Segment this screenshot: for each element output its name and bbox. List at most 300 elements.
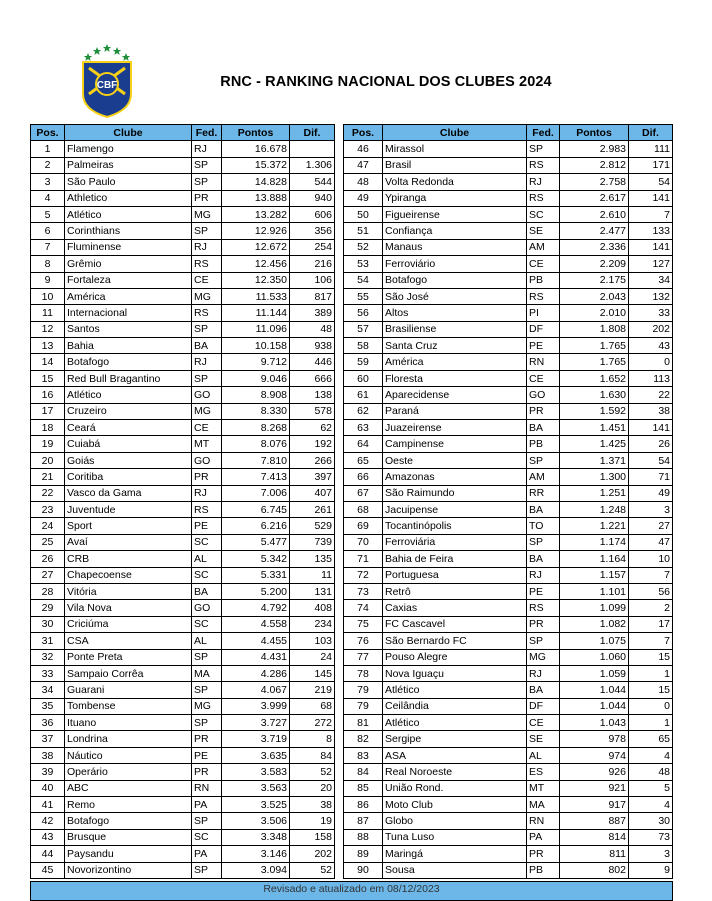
cell-club: Real Noroeste (383, 764, 527, 780)
cell-diff: 202 (629, 321, 673, 337)
cell-diff: 817 (290, 288, 335, 304)
cell-diff: 38 (629, 403, 673, 419)
cell-points: 1.174 (560, 534, 629, 550)
cell-points: 4.558 (222, 616, 290, 632)
cell-points: 12.672 (222, 239, 290, 255)
cell-diff: 397 (290, 469, 335, 485)
cell-diff: 62 (290, 420, 335, 436)
table-row (344, 370, 673, 386)
cell-club: Guarani (65, 682, 192, 698)
cell-fed: PE (192, 518, 222, 534)
cell-club: Ceará (65, 420, 192, 436)
cell-pos: 2 (31, 157, 65, 173)
cell-points: 16.678 (222, 141, 290, 157)
cell-club: Mirassol (383, 141, 527, 157)
cell-club: Jacuipense (383, 501, 527, 517)
table-row (344, 813, 673, 829)
cell-club: Moto Club (383, 797, 527, 813)
cell-club: Londrina (65, 731, 192, 747)
cell-club: Portuguesa (383, 567, 527, 583)
cell-pos: 62 (344, 403, 383, 419)
table-row (344, 469, 673, 485)
cell-fed: RJ (527, 567, 560, 583)
col-club-header: Clube (65, 125, 192, 141)
logo-text: CBF (96, 80, 118, 91)
cell-club: Brusque (65, 829, 192, 845)
cell-club: Paysandu (65, 846, 192, 862)
cell-fed: SE (527, 223, 560, 239)
table-row (31, 420, 335, 436)
cell-pos: 7 (31, 239, 65, 255)
cell-points: 3.583 (222, 764, 290, 780)
cell-pos: 16 (31, 387, 65, 403)
cell-points: 4.067 (222, 682, 290, 698)
cell-fed: PE (192, 747, 222, 763)
cell-fed: BA (527, 682, 560, 698)
cell-diff: 1 (629, 665, 673, 681)
table-row (31, 223, 335, 239)
cell-club: Ypiranga (383, 190, 527, 206)
header-row (344, 125, 673, 141)
table-row (31, 518, 335, 534)
table-row (344, 321, 673, 337)
cell-diff: 27 (629, 518, 673, 534)
cell-club: Pouso Alegre (383, 649, 527, 665)
cell-club: São Bernardo FC (383, 633, 527, 649)
cell-points: 12.350 (222, 272, 290, 288)
cell-pos: 76 (344, 633, 383, 649)
cell-points: 2.610 (560, 206, 629, 222)
table-row (344, 338, 673, 354)
cell-club: União Rond. (383, 780, 527, 796)
table-row (31, 239, 335, 255)
cell-club: Botafogo (383, 272, 527, 288)
cell-points: 11.533 (222, 288, 290, 304)
cell-diff: 219 (290, 682, 335, 698)
col-club-header: Clube (383, 125, 527, 141)
table-row (344, 272, 673, 288)
table-row (31, 485, 335, 501)
table-row (344, 600, 673, 616)
cell-club: Manaus (383, 239, 527, 255)
table-row (31, 846, 335, 862)
cell-club: Sport (65, 518, 192, 534)
cell-diff: 138 (290, 387, 335, 403)
cell-fed: MA (527, 797, 560, 813)
table-row (31, 403, 335, 419)
table-row (31, 436, 335, 452)
cell-pos: 8 (31, 256, 65, 272)
cell-club: Nova Iguaçu (383, 665, 527, 681)
cell-diff: 26 (629, 436, 673, 452)
table-row (344, 354, 673, 370)
cell-club: Juventude (65, 501, 192, 517)
cell-diff: 30 (629, 813, 673, 829)
cell-diff: 141 (629, 420, 673, 436)
table-row (344, 764, 673, 780)
cell-pos: 28 (31, 583, 65, 599)
cell-club: Operário (65, 764, 192, 780)
cell-pos: 42 (31, 813, 65, 829)
cell-pos: 35 (31, 698, 65, 714)
cell-points: 1.059 (560, 665, 629, 681)
cell-points: 1.765 (560, 354, 629, 370)
cell-points: 2.209 (560, 256, 629, 272)
cell-points: 2.336 (560, 239, 629, 255)
cell-fed: SC (192, 534, 222, 550)
cell-fed: CE (527, 256, 560, 272)
cell-points: 7.810 (222, 452, 290, 468)
table-row (344, 518, 673, 534)
cell-fed: RS (527, 288, 560, 304)
cell-club: Tocantinópolis (383, 518, 527, 534)
cell-club: Vila Nova (65, 600, 192, 616)
cell-diff: 356 (290, 223, 335, 239)
table-row (344, 452, 673, 468)
cell-diff: 127 (629, 256, 673, 272)
cell-fed: AM (527, 469, 560, 485)
cell-fed: DF (527, 698, 560, 714)
cell-club: Floresta (383, 370, 527, 386)
cell-fed: RS (527, 157, 560, 173)
cell-club: Red Bull Bragantino (65, 370, 192, 386)
cell-points: 1.371 (560, 452, 629, 468)
cell-points: 1.300 (560, 469, 629, 485)
cell-pos: 64 (344, 436, 383, 452)
cell-fed: RN (527, 354, 560, 370)
cell-club: Juazeirense (383, 420, 527, 436)
cell-diff: 202 (290, 846, 335, 862)
cell-club: Ceilândia (383, 698, 527, 714)
cell-pos: 65 (344, 452, 383, 468)
cell-pos: 19 (31, 436, 65, 452)
cell-fed: CE (192, 420, 222, 436)
cell-fed: SC (192, 616, 222, 632)
cell-pos: 49 (344, 190, 383, 206)
cell-pos: 59 (344, 354, 383, 370)
table-row (31, 731, 335, 747)
cell-fed: BA (527, 420, 560, 436)
cell-fed: SE (527, 731, 560, 747)
table-row (344, 682, 673, 698)
page-title: RNC - RANKING NACIONAL DOS CLUBES 2024 (220, 74, 552, 90)
cell-points: 1.630 (560, 387, 629, 403)
cell-fed: PR (192, 731, 222, 747)
cell-pos: 45 (31, 862, 65, 878)
cell-club: Ponte Preta (65, 649, 192, 665)
cell-pos: 27 (31, 567, 65, 583)
cell-pos: 83 (344, 747, 383, 763)
cell-pos: 67 (344, 485, 383, 501)
table-row (344, 747, 673, 763)
cell-fed: SP (527, 141, 560, 157)
cell-pos: 9 (31, 272, 65, 288)
cell-pos: 71 (344, 551, 383, 567)
cell-diff: 666 (290, 370, 335, 386)
table-row (31, 715, 335, 731)
cell-fed: PA (192, 846, 222, 862)
cell-pos: 33 (31, 665, 65, 681)
col-pos-header: Pos. (31, 125, 65, 141)
cell-club: Tuna Luso (383, 829, 527, 845)
col-points-header: Pontos (560, 125, 629, 141)
cell-fed: PR (527, 616, 560, 632)
cell-fed: SP (192, 862, 222, 878)
cell-diff: 408 (290, 600, 335, 616)
cell-fed: MG (192, 206, 222, 222)
cell-points: 4.431 (222, 649, 290, 665)
table-row (344, 797, 673, 813)
cell-fed: RR (527, 485, 560, 501)
cell-points: 8.330 (222, 403, 290, 419)
table-row (31, 288, 335, 304)
cell-club: Atlético (383, 682, 527, 698)
cell-pos: 56 (344, 305, 383, 321)
table-body (31, 141, 335, 879)
cell-points: 1.221 (560, 518, 629, 534)
cell-diff: 8 (290, 731, 335, 747)
cell-diff: 133 (629, 223, 673, 239)
table-row (31, 174, 335, 190)
cell-fed: PB (527, 272, 560, 288)
cell-diff: 15 (629, 649, 673, 665)
table-row (344, 862, 673, 878)
cell-fed: SP (527, 534, 560, 550)
cell-pos: 82 (344, 731, 383, 747)
cell-points: 811 (560, 846, 629, 862)
table-row (344, 403, 673, 419)
cell-points: 11.144 (222, 305, 290, 321)
cell-fed: SP (527, 452, 560, 468)
cell-pos: 38 (31, 747, 65, 763)
cell-pos: 70 (344, 534, 383, 550)
cell-club: Corinthians (65, 223, 192, 239)
cell-pos: 31 (31, 633, 65, 649)
cell-fed: MA (192, 665, 222, 681)
cell-points: 1.251 (560, 485, 629, 501)
cell-pos: 40 (31, 780, 65, 796)
table-row (344, 715, 673, 731)
cell-club: Criciúma (65, 616, 192, 632)
cell-pos: 74 (344, 600, 383, 616)
cell-fed: CE (527, 715, 560, 731)
cell-points: 11.096 (222, 321, 290, 337)
cell-fed: AM (527, 239, 560, 255)
cell-fed: RN (527, 813, 560, 829)
cell-diff: 10 (629, 551, 673, 567)
cell-pos: 36 (31, 715, 65, 731)
table-row (31, 387, 335, 403)
cell-points: 2.010 (560, 305, 629, 321)
cell-pos: 85 (344, 780, 383, 796)
cell-pos: 26 (31, 551, 65, 567)
cell-fed: PA (192, 797, 222, 813)
cell-diff: 48 (290, 321, 335, 337)
table-row (31, 157, 335, 173)
cell-pos: 63 (344, 420, 383, 436)
table-row (31, 862, 335, 878)
cell-fed: GO (527, 387, 560, 403)
cell-fed: RJ (192, 239, 222, 255)
cell-club: Campinense (383, 436, 527, 452)
cell-fed: BA (192, 338, 222, 354)
cell-diff: 47 (629, 534, 673, 550)
cell-points: 3.525 (222, 797, 290, 813)
cell-diff: 103 (290, 633, 335, 649)
table-row (31, 190, 335, 206)
cell-club: Ferroviário (383, 256, 527, 272)
cell-diff: 254 (290, 239, 335, 255)
cell-club: Fortaleza (65, 272, 192, 288)
cell-fed: PR (527, 403, 560, 419)
table-row (344, 731, 673, 747)
cell-points: 5.342 (222, 551, 290, 567)
cell-points: 5.331 (222, 567, 290, 583)
cell-diff: 73 (629, 829, 673, 845)
cell-points: 814 (560, 829, 629, 845)
cell-pos: 5 (31, 206, 65, 222)
cell-points: 7.413 (222, 469, 290, 485)
cell-pos: 69 (344, 518, 383, 534)
cell-club: Santa Cruz (383, 338, 527, 354)
cell-diff: 49 (629, 485, 673, 501)
cell-club: Atlético (383, 715, 527, 731)
cell-diff: 234 (290, 616, 335, 632)
table-row (344, 206, 673, 222)
cell-pos: 6 (31, 223, 65, 239)
table-row (344, 583, 673, 599)
cell-diff: 158 (290, 829, 335, 845)
cell-points: 6.216 (222, 518, 290, 534)
cell-pos: 84 (344, 764, 383, 780)
cell-points: 2.758 (560, 174, 629, 190)
cell-pos: 79 (344, 698, 383, 714)
cell-points: 1.101 (560, 583, 629, 599)
table-row (31, 747, 335, 763)
cell-pos: 22 (31, 485, 65, 501)
cell-diff: 141 (629, 190, 673, 206)
cell-pos: 68 (344, 501, 383, 517)
cell-pos: 60 (344, 370, 383, 386)
cell-diff: 3 (629, 501, 673, 517)
cell-fed: AL (527, 747, 560, 763)
table-row (31, 452, 335, 468)
cell-fed: MG (527, 649, 560, 665)
cell-fed: SP (192, 682, 222, 698)
cell-pos: 47 (344, 157, 383, 173)
cell-club: Coritiba (65, 469, 192, 485)
table-row (344, 288, 673, 304)
table-row (31, 551, 335, 567)
cell-club: Fluminense (65, 239, 192, 255)
table-row (31, 272, 335, 288)
col-points-header: Pontos (222, 125, 290, 141)
cell-fed: SC (192, 829, 222, 845)
cell-pos: 57 (344, 321, 383, 337)
cell-pos: 39 (31, 764, 65, 780)
cell-pos: 23 (31, 501, 65, 517)
cell-diff: 34 (629, 272, 673, 288)
cell-pos: 66 (344, 469, 383, 485)
cell-pos: 44 (31, 846, 65, 862)
cell-club: São José (383, 288, 527, 304)
cell-club: Cuiabá (65, 436, 192, 452)
table-row (344, 551, 673, 567)
cell-points: 2.617 (560, 190, 629, 206)
cell-fed: AL (192, 633, 222, 649)
col-fed-header: Fed. (192, 125, 222, 141)
cell-club: Ituano (65, 715, 192, 731)
table-row (31, 501, 335, 517)
cell-diff: 54 (629, 174, 673, 190)
table-row (344, 829, 673, 845)
cell-diff: 739 (290, 534, 335, 550)
cell-points: 1.765 (560, 338, 629, 354)
cell-club: Vitória (65, 583, 192, 599)
cell-club: Bahia de Feira (383, 551, 527, 567)
cell-points: 2.175 (560, 272, 629, 288)
cell-fed: DF (527, 321, 560, 337)
cell-diff: 20 (290, 780, 335, 796)
cell-diff: 38 (290, 797, 335, 813)
table-row (31, 256, 335, 272)
table-row (344, 567, 673, 583)
cell-pos: 29 (31, 600, 65, 616)
cell-points: 4.792 (222, 600, 290, 616)
cell-diff: 578 (290, 403, 335, 419)
table-row (31, 665, 335, 681)
cell-diff: 54 (629, 452, 673, 468)
cell-pos: 30 (31, 616, 65, 632)
cell-points: 3.563 (222, 780, 290, 796)
cell-points: 3.727 (222, 715, 290, 731)
cell-pos: 34 (31, 682, 65, 698)
cell-points: 3.348 (222, 829, 290, 845)
cell-club: Bahia (65, 338, 192, 354)
cell-diff: 111 (629, 141, 673, 157)
cell-fed: SC (527, 206, 560, 222)
cell-diff: 529 (290, 518, 335, 534)
cell-diff: 48 (629, 764, 673, 780)
cell-points: 887 (560, 813, 629, 829)
cell-points: 3.146 (222, 846, 290, 862)
cell-pos: 73 (344, 583, 383, 599)
cell-diff: 544 (290, 174, 335, 190)
cell-club: Sergipe (383, 731, 527, 747)
cell-club: Vasco da Gama (65, 485, 192, 501)
table-row (344, 649, 673, 665)
table-row (31, 370, 335, 386)
cell-pos: 52 (344, 239, 383, 255)
cell-diff: 446 (290, 354, 335, 370)
header-row (31, 125, 335, 141)
table-row (31, 321, 335, 337)
cell-fed: BA (192, 583, 222, 599)
cell-points: 1.652 (560, 370, 629, 386)
cell-club: Botafogo (65, 354, 192, 370)
cell-points: 4.455 (222, 633, 290, 649)
cell-pos: 58 (344, 338, 383, 354)
cell-club: ABC (65, 780, 192, 796)
cell-fed: MG (192, 288, 222, 304)
cell-fed: RJ (192, 354, 222, 370)
cell-club: Caxias (383, 600, 527, 616)
cell-fed: MT (192, 436, 222, 452)
cell-club: Tombense (65, 698, 192, 714)
cell-club: Remo (65, 797, 192, 813)
cell-club: Cruzeiro (65, 403, 192, 419)
col-diff-header: Dif. (290, 125, 335, 141)
